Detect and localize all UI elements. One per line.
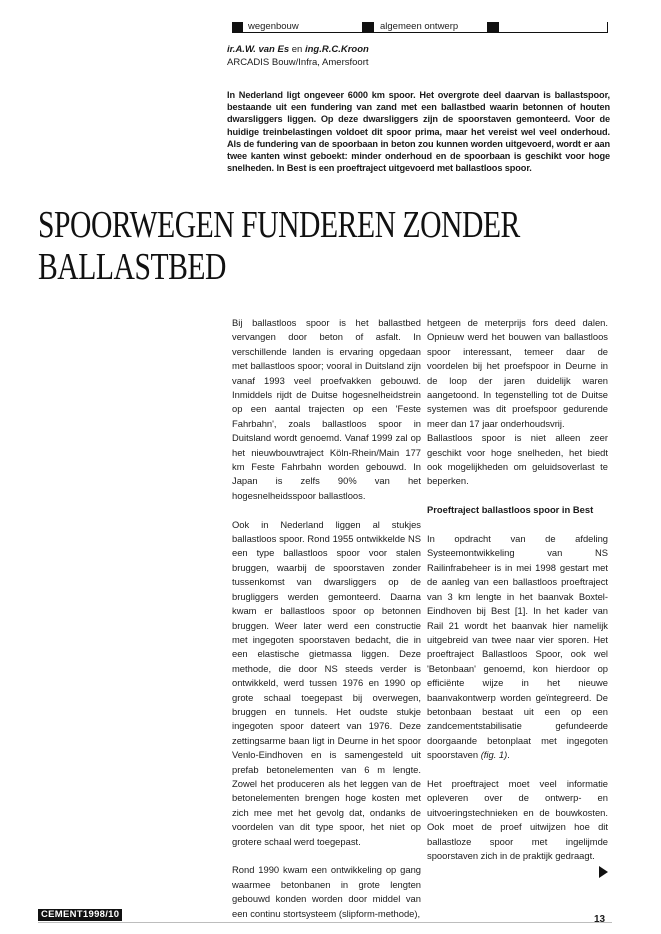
title-line-1: SPOORWEGEN FUNDEREN ZONDER: [38, 204, 520, 246]
triangle-right-icon: [599, 866, 608, 878]
body-column-2: [427, 316, 608, 863]
footer-rule: [38, 922, 612, 923]
paragraph: Ballastloos spoor is niet alleen zeer geschikt voor hoge snelheden, het biedt ook mogelijkheden om geluidsoverlast te beperken.: [427, 432, 608, 487]
author-connector: en: [291, 44, 303, 55]
body-column-1: [232, 316, 421, 921]
paragraph: Ook in Nederland liggen al stukjes ballastloos spoor. Rond 1955 ontwikkelde NS een type ballastloos spoor voor stalen bruggen, waarbij de spoorstaven zonder tussenkomst van dwarsliggers op de brugliggers werden gemonteerd. Daarna kwam er ballastloos spoor op betonnen bruggen. Weer later werd een constructie met ingegoten spoorstaven bedacht, die in een elastische gietmassa liggen. Deze methode, die door NS steeds verder is ontwikkeld, werd tussen 1976 en 1990 op grote schaal toegepast bij overwegen, bruggen en tunnels. Het oudste stukje ingegoten spoor dateert van 1976. Deze zettingsarme baan ligt in Deurne in het spoor Venlo-Eindhoven en is samengesteld uit prefab betonelementen van 6 m lengte. Zowel het produceren als het leggen van de betonelementen brengen hoge kosten met zich mee met het gevolg dat, ondanks de voordelen van dit type spoor, het niet op grotere schaal werd toegepast.: [232, 518, 421, 847]
article-title: [38, 204, 520, 288]
paragraph-end: .: [507, 749, 510, 761]
figure-reference[interactable]: (fig. 1): [480, 749, 508, 761]
header-end-tick: [607, 22, 608, 33]
authors: [227, 43, 369, 56]
journal-tag: CEMENT1998/10: [38, 909, 122, 921]
page-number: 13: [594, 914, 606, 925]
paragraph: hetgeen de meterprijs fors deed dalen. Opnieuw werd het bouwen van ballastloos spoor interessant, temeer daar de voordelen bij het proefspoor in Deurne in de loop der jaren duidelijk waren aangetoond. In tegenstelling tot de Duitse systemen was dit proefspoor gedurende meer dan 17 jaar onderhoudsvrij.: [427, 317, 608, 429]
category-label: algemeen ontwerp: [380, 21, 459, 32]
author-2: ing.R.C.Kroon: [304, 44, 369, 55]
paragraph: Rond 1990 kwam een ontwikkeling op gang waarmee betonbanen in grote lengten gebouwd konden worden door middel van een continu stortsysteem (slipform-methode),: [232, 864, 421, 919]
lead-paragraph: [227, 89, 610, 174]
affiliation: ARCADIS Bouw/Infra, Amersfoort: [227, 57, 369, 68]
paragraph: Het proeftraject moet veel informatie opleveren over de ontwerp- en uitvoeringstechnieken en de bouwkosten. Ook moet de proef uitwijzen hoe dit ballastloze spoor met ingelijmde spoorstaven zich in de praktijk gedraagt.: [427, 777, 608, 861]
paragraph: [427, 532, 608, 763]
section-heading: Proeftraject ballastloos spoor in Best: [427, 504, 594, 516]
header-rule: [232, 32, 608, 33]
section-label: wegenbouw: [248, 21, 299, 32]
paragraph-text: In opdracht van de afdeling Systeemontwikkeling van NS Railinfrabeheer is in mei 1998 gestart met de aanleg van een ballastloos proeftraject van 3 km lengte in het baanvak Boxtel-Eindhoven bij Best [1]. In het kader van Rail 21 wordt het baanvak hier namelijk uitgebreid van twee naar vier sporen. Het proeftraject Ballastloos Spoor, ook wel 'Betonbaan' genoemd, kon hierdoor op efficiënte wijze in het nieuwe baanvakontwerp worden geïntegreerd. De betonbaan bestaat uit een op een zandcementstabilisatie gefundeerde doorgaande betonplaat met ingegoten spoorstaven: [427, 533, 608, 761]
title-line-2: BALLASTBED: [38, 246, 226, 288]
author-1: ir.A.W. van Es: [227, 44, 290, 55]
lead-text: In Nederland ligt ongeveer 6000 km spoor. Het overgrote deel daarvan is ballastspoor, bestaande uit een fundering van zand met een ballastbed waarin betonnen of houten dwarsliggers liggen. Op deze dwarsliggers zijn de spoorstaven gemonteerd. Voor de huidige treinbelastingen voldoet dit spoor prima, maar het vereist wel veel onderhoud. Als de fundering van de spoorbaan in beton zou kunnen worden uitgevoerd, wordt er aan twee kanten winst geboekt: minder onderhoud en de spoorbaan is geschikt voor hoge snelheden. In Best is een proeftraject uitgevoerd met ballastloos spoor.: [227, 90, 610, 174]
paragraph: Bij ballastloos spoor is het ballastbed vervangen door beton of asfalt. In verschillende landen is ervaring opgedaan met ballastloos spoor; vooral in Duitsland zijn vanaf 1993 veel proefvakken gebouwd. Inmiddels rijdt de Duitse hogesnelheidstrein op een aantal trajecten op een 'Feste Fahrbahn', zoals ballastloos spoor in Duitsland wordt genoemd. Vanaf 1999 zal op het nieuwbouwtraject Köln-Rhein/Main 177 km Feste Fahrbahn worden gebouwd. In Japan is zelfs 90% van het hogesnelheidsspoor ballastloos.: [232, 317, 421, 501]
